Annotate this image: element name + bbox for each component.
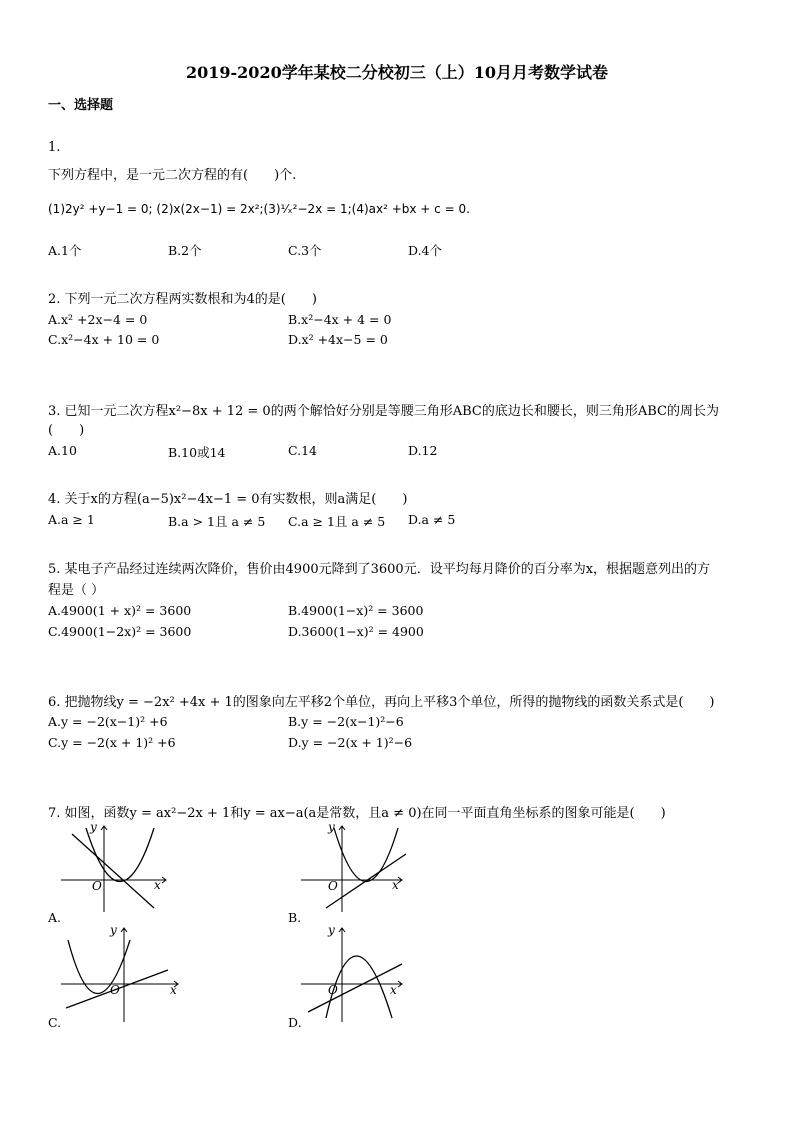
origin-label: O	[92, 879, 102, 893]
x-axis-label: x	[170, 983, 177, 997]
q6-stem: 6. 把抛物线y = −2x² +4x + 1的图象向左平移2个单位，再向上平移3个单位，所得的抛物线的函数关系式是( )	[48, 695, 715, 710]
q7-graph-a	[58, 820, 168, 912]
section-heading: 一、选择题	[48, 98, 114, 113]
q5-option-a[interactable]: A.4900(1 + x)² = 3600	[48, 603, 192, 618]
q3-option-d[interactable]: D.12	[408, 443, 438, 458]
q3-stem: 3. 已知一元二次方程x²−8x + 12 = 0的两个解恰好分别是等腰三角形ABC的底边长和腰长，则三角形ABC的周长为	[48, 404, 719, 419]
q4-stem: 4. 关于x的方程(a−5)x²−4x−1 = 0有实数根，则a满足( )	[48, 492, 408, 507]
q3-option-a[interactable]: A.10	[48, 443, 77, 458]
y-axis-label: y	[328, 820, 335, 834]
x-axis-label: x	[154, 878, 161, 892]
x-axis-label: x	[392, 878, 399, 892]
q5-stem: 5. 某电子产品经过连续两次降价，售价由4900元降到了3600元．设平均每月降价的百分率为x，根据题意列出的方	[48, 562, 711, 577]
q7-option-b[interactable]: B.	[288, 910, 302, 925]
q4-option-a[interactable]: A.a ≥ 1	[48, 512, 95, 527]
page-title: 2019-2020学年某校二分校初三（上）10月月考数学试卷	[186, 63, 608, 82]
q3-option-c[interactable]: C.14	[288, 443, 317, 458]
q6-option-c[interactable]: C.y = −2(x + 1)² +6	[48, 735, 176, 750]
q2-option-b[interactable]: B.x²−4x + 4 = 0	[288, 312, 392, 327]
q6-option-b[interactable]: B.y = −2(x−1)²−6	[288, 714, 404, 729]
q1-option-d[interactable]: D.4个	[408, 243, 443, 258]
origin-label: O	[328, 879, 338, 893]
q4-option-b[interactable]: B.a > 1且 a ≠ 5	[168, 514, 266, 529]
q2-option-a[interactable]: A.x² +2x−4 = 0	[48, 312, 148, 327]
q7-graph-b	[298, 820, 410, 912]
q7-stem: 7. 如图，函数y = ax²−2x + 1和y = ax−a(a是常数，且a ≠ 0)在同一平面直角坐标系的图象可能是( )	[48, 806, 666, 821]
q1-equations: (1)2y² +y−1 = 0; (2)x(2x−1) = 2x²;(3)¹⁄ₓ²−2x = 1;(4)ax² +bx + c = 0.	[48, 202, 470, 216]
origin-label: O	[328, 983, 338, 997]
q5-stem-cont: 程是（ ）	[48, 583, 105, 598]
q3-option-b[interactable]: B.10或14	[168, 445, 226, 460]
x-axis-label: x	[390, 983, 397, 997]
q7-graph-c	[58, 922, 182, 1022]
line-graph	[72, 834, 154, 908]
q7-graph-d	[298, 922, 410, 1022]
q5-option-b[interactable]: B.4900(1−x)² = 3600	[288, 603, 424, 618]
q4-option-d[interactable]: D.a ≠ 5	[408, 512, 456, 527]
q1-stem: 下列方程中，是一元二次方程的有( )个.	[48, 168, 297, 183]
origin-label: O	[110, 983, 120, 997]
q5-option-d[interactable]: D.3600(1−x)² = 4900	[288, 624, 424, 639]
q7-option-c[interactable]: C.	[48, 1015, 62, 1030]
q7-option-a[interactable]: A.	[48, 910, 62, 925]
q3-stem-cont: ( )	[48, 423, 85, 438]
q4-option-c[interactable]: C.a ≥ 1且 a ≠ 5	[288, 514, 386, 529]
q2-option-c[interactable]: C.x²−4x + 10 = 0	[48, 332, 160, 347]
q2-option-d[interactable]: D.x² +4x−5 = 0	[288, 332, 388, 347]
q5-option-c[interactable]: C.4900(1−2x)² = 3600	[48, 624, 192, 639]
y-axis-label: y	[110, 923, 117, 937]
parabola-graph	[68, 940, 130, 994]
q6-option-d[interactable]: D.y = −2(x + 1)²−6	[288, 735, 413, 750]
parabola-graph	[334, 828, 398, 882]
q1-number: 1.	[48, 140, 61, 155]
q1-option-c[interactable]: C.3个	[288, 243, 322, 258]
q1-option-a[interactable]: A.1个	[48, 243, 82, 258]
q6-option-a[interactable]: A.y = −2(x−1)² +6	[48, 714, 168, 729]
parabola-graph	[86, 828, 154, 882]
q7-option-d[interactable]: D.	[288, 1015, 302, 1030]
y-axis-label: y	[90, 820, 97, 834]
q1-option-b[interactable]: B.2个	[168, 243, 202, 258]
q2-stem: 2. 下列一元二次方程两实数根和为4的是( )	[48, 292, 317, 307]
y-axis-label: y	[328, 923, 335, 937]
